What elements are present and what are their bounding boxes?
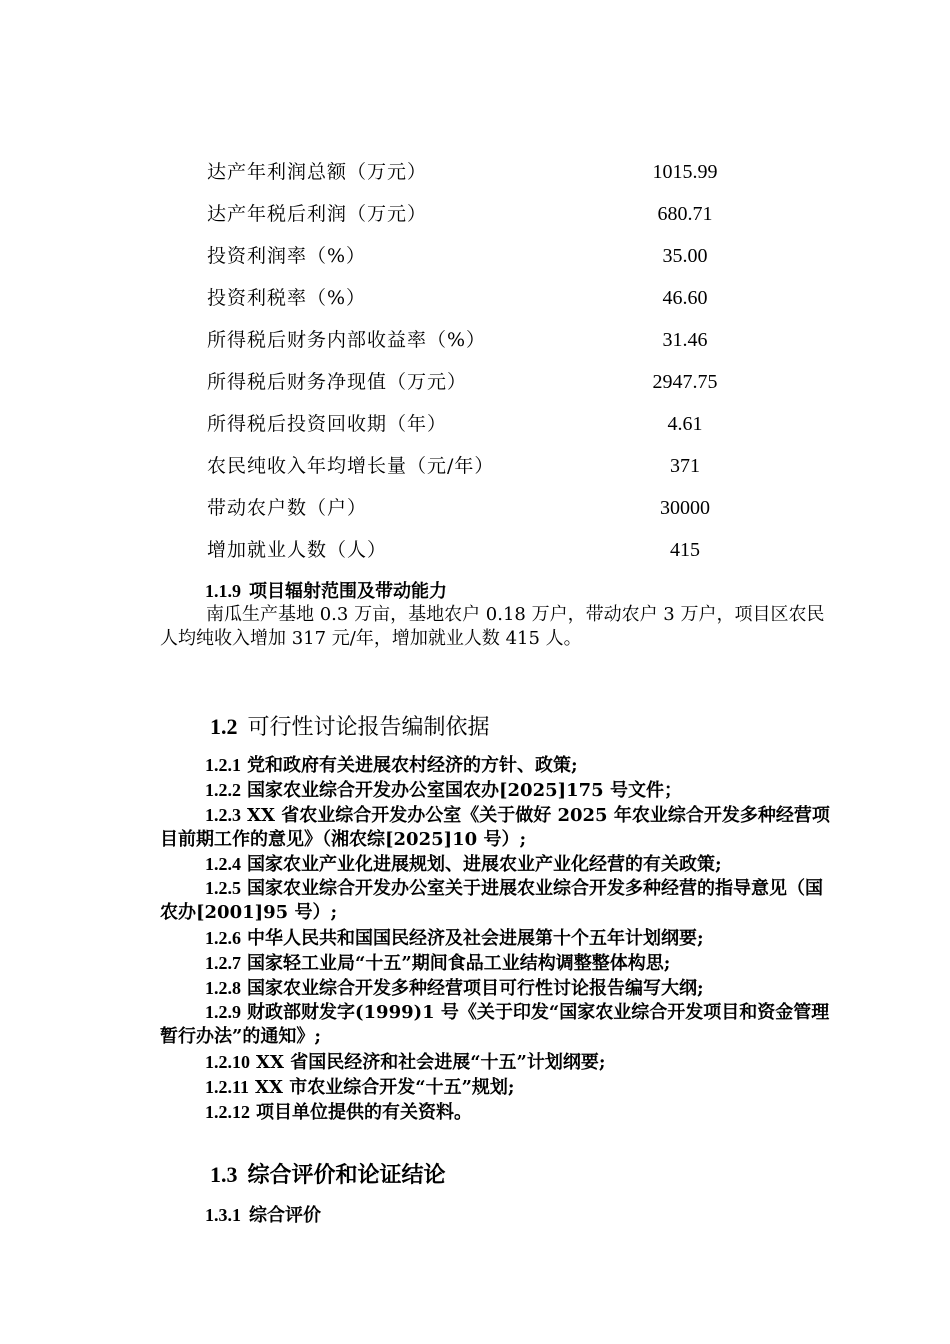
reference-item	[160, 1075, 840, 1100]
reference-item	[160, 778, 840, 803]
metric-row	[0, 410, 950, 452]
metric-value: 35.00	[662, 245, 708, 267]
section-title: 综合评价	[249, 1205, 321, 1226]
metric-row	[0, 494, 950, 536]
metric-value: 680.71	[657, 203, 713, 225]
reference-number: 1.2.2	[205, 780, 241, 800]
metric-row	[0, 284, 950, 326]
reference-text: 国家农业综合开发办公室关于进展农业综合开发多种经营的指导意见（国农办[2001]95 号）;	[160, 878, 823, 924]
metric-label: 投资利税率（%）	[207, 287, 367, 309]
metric-value: 46.60	[662, 287, 708, 309]
reference-text: XX 省农业综合开发办公室《关于做好 2025 年农业综合开发多种经营项目前期工作的意见》（湘农综[2025]10 号）;	[160, 805, 830, 851]
section-paragraph: 南瓜生产基地 0.3 万亩，基地农户 0.18 万户，带动农户 3 万户，项目区农民人均纯收入增加 317 元/年，增加就业人数 415 人。	[160, 604, 825, 649]
reference-item	[160, 1000, 840, 1050]
reference-text: 国家农业产业化进展规划、进展农业产业化经营的有关政策;	[247, 854, 722, 875]
reference-number: 1.2.3	[205, 805, 241, 825]
metric-label: 达产年税后利润（万元）	[207, 203, 428, 225]
reference-item	[160, 803, 840, 853]
reference-item	[160, 1100, 840, 1125]
reference-number: 1.2.4	[205, 854, 241, 874]
metric-label: 带动农户数（户）	[207, 497, 368, 519]
reference-item	[160, 1050, 840, 1075]
metric-label: 所得税后投资回收期（年）	[207, 413, 448, 435]
metric-label: 达产年利润总额（万元）	[207, 161, 428, 183]
reference-item	[160, 951, 840, 976]
reference-text: 财政部财发字(1999)1 号《关于印发“国家农业综合开发项目和资金管理暂行办法”的通知》;	[160, 1002, 830, 1048]
reference-number: 1.2.12	[205, 1102, 250, 1122]
metric-value: 2947.75	[652, 371, 718, 393]
section-heading-1-3-1	[205, 1203, 321, 1228]
reference-number: 1.2.5	[205, 878, 241, 898]
reference-item	[160, 852, 840, 877]
reference-number: 1.2.11	[205, 1077, 250, 1097]
metric-row	[0, 368, 950, 410]
section-heading-1-1-9	[205, 579, 447, 604]
section-heading-1-2	[210, 712, 490, 743]
reference-number: 1.2.1	[205, 755, 241, 775]
reference-number: 1.2.9	[205, 1002, 241, 1022]
reference-text: 中华人民共和国国民经济及社会进展第十个五年计划纲要;	[247, 928, 704, 949]
metric-value: 1015.99	[652, 161, 718, 183]
metric-value: 371	[670, 455, 700, 477]
metric-label: 所得税后财务净现值（万元）	[207, 371, 468, 393]
reference-text: XX 市农业综合开发“十五”规划;	[255, 1077, 515, 1098]
reference-item	[160, 976, 840, 1001]
metric-value: 30000	[660, 497, 710, 519]
section-title: 可行性讨论报告编制依据	[247, 715, 490, 740]
metric-label: 农民纯收入年均增长量（元/年）	[207, 455, 495, 477]
section-title: 项目辐射范围及带动能力	[249, 581, 447, 602]
reference-text: 项目单位提供的有关资料。	[256, 1102, 472, 1123]
reference-number: 1.2.10	[205, 1052, 250, 1072]
metric-row	[0, 536, 950, 578]
section-title: 综合评价和论证结论	[247, 1162, 446, 1188]
section-number: 1.3.1	[205, 1205, 241, 1225]
metric-row	[0, 158, 950, 200]
metric-label: 增加就业人数（人）	[207, 539, 388, 561]
reference-number: 1.2.6	[205, 928, 241, 948]
metric-label: 投资利润率（%）	[207, 245, 367, 267]
section-heading-1-3	[210, 1160, 446, 1190]
reference-text: 国家农业综合开发办公室国农办[2025]175 号文件；	[247, 780, 682, 801]
metric-label: 所得税后财务内部收益率（%）	[207, 329, 487, 351]
metric-value: 4.61	[667, 413, 703, 435]
section-number: 1.2	[210, 714, 238, 739]
reference-number: 1.2.7	[205, 953, 241, 973]
metric-value: 31.46	[662, 329, 708, 351]
reference-item	[160, 926, 840, 951]
reference-text: 国家轻工业局“十五”期间食品工业结构调整整体构思;	[247, 953, 671, 974]
reference-item	[160, 876, 840, 926]
metric-row	[0, 200, 950, 242]
section-number: 1.1.9	[205, 581, 241, 601]
metric-row	[0, 242, 950, 284]
reference-text: XX 省国民经济和社会进展“十五”计划纲要;	[256, 1052, 606, 1073]
metric-row	[0, 326, 950, 368]
reference-text: 党和政府有关进展农村经济的方针、政策;	[247, 755, 578, 776]
metric-row	[0, 452, 950, 494]
reference-text: 国家农业综合开发多种经营项目可行性讨论报告编写大纲;	[247, 978, 704, 999]
reference-item	[160, 753, 840, 778]
section-number: 1.3	[210, 1162, 238, 1187]
metric-value: 415	[670, 539, 700, 561]
reference-number: 1.2.8	[205, 978, 241, 998]
